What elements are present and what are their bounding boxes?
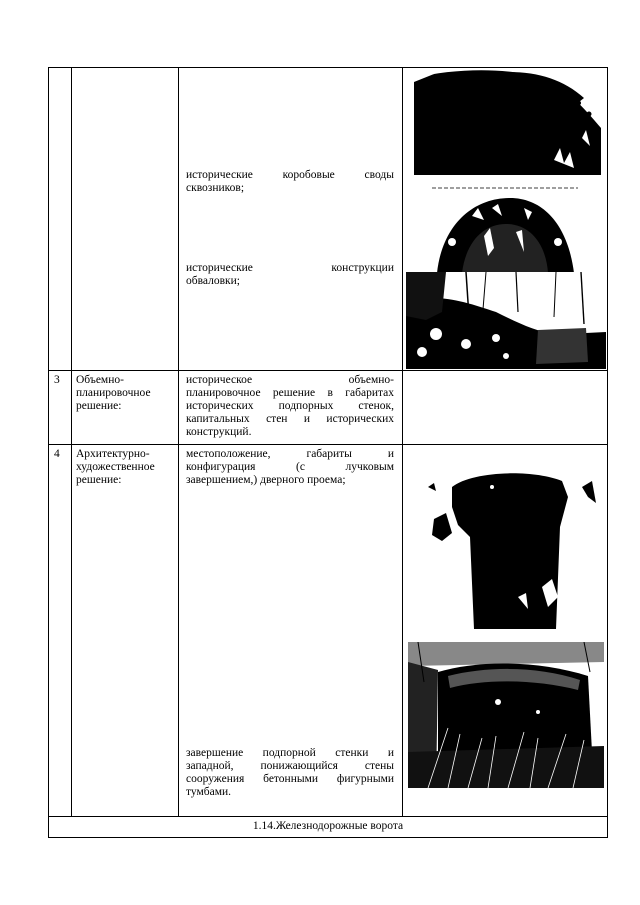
table-row-divider-2 xyxy=(48,444,608,445)
vault-photo-icon xyxy=(414,68,601,175)
row-number-4: 4 xyxy=(54,448,60,460)
item-vaults xyxy=(186,169,394,195)
item-line: обваловки; xyxy=(186,275,240,287)
item-embankment xyxy=(186,262,394,288)
wall-photo-icon xyxy=(408,642,604,788)
name-line: решение: xyxy=(76,400,122,412)
item-line: конфигурация (с лучковым xyxy=(186,461,394,473)
section-caption: 1.14.Железнодорожные ворота xyxy=(252,820,404,832)
item-retaining-wall xyxy=(186,747,394,799)
item-line: сквозников; xyxy=(186,182,245,194)
item-planning xyxy=(186,374,394,439)
row-3-name xyxy=(76,374,174,413)
item-line: местоположение, габариты и xyxy=(186,448,394,460)
item-line: сооружения бетонными фигурными xyxy=(186,773,394,785)
item-line: западной, понижающийся стены xyxy=(186,760,394,772)
table-border-left xyxy=(48,67,49,838)
name-line: художественное xyxy=(76,461,155,473)
item-line: планировочное решение в габаритах xyxy=(186,387,394,399)
item-line: завершением,) дверного проема; xyxy=(186,474,346,486)
name-line: решение: xyxy=(76,474,122,486)
table-border-right xyxy=(607,67,608,838)
item-line: историческое объемно- xyxy=(186,374,394,386)
item-line: исторических подпорных стенок, xyxy=(186,400,394,412)
item-door-opening xyxy=(186,448,394,487)
table-row-divider-1 xyxy=(48,370,608,371)
arch-photo-icon xyxy=(432,186,578,273)
row-4-name xyxy=(76,448,174,487)
table-row-divider-3 xyxy=(48,816,608,817)
table-border-bottom xyxy=(48,837,608,838)
item-line: конструкций. xyxy=(186,426,252,438)
item-line: исторические коробовые своды xyxy=(186,169,394,181)
item-line: тумбами. xyxy=(186,786,232,798)
table-col-divider-3 xyxy=(402,67,403,816)
table-col-divider-2 xyxy=(178,67,179,816)
table-col-divider-1 xyxy=(71,67,72,816)
item-line: завершение подпорной стенки и xyxy=(186,747,394,759)
embankment-photo-icon xyxy=(406,272,606,369)
name-line: Объемно- xyxy=(76,374,124,386)
item-line: исторические конструкции xyxy=(186,262,394,274)
door-photo-icon xyxy=(422,467,605,629)
name-line: планировочное xyxy=(76,387,151,399)
name-line: Архитектурно- xyxy=(76,448,150,460)
row-number-3: 3 xyxy=(54,374,60,386)
item-line: капитальных стен и исторических xyxy=(186,413,394,425)
